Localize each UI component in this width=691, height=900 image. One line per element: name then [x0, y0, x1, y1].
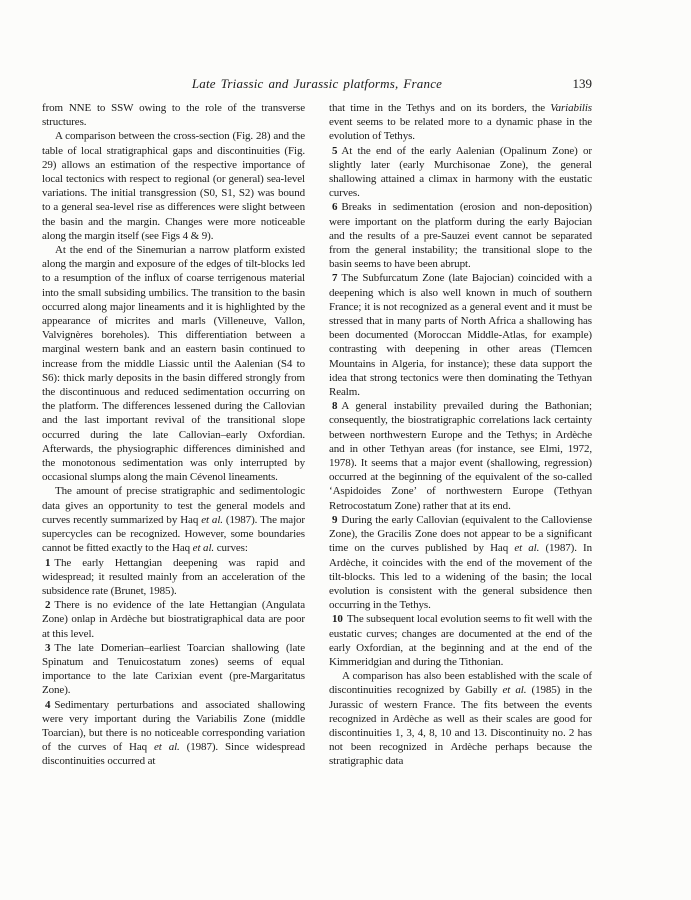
text-run: At the end of the early Aalenian (Opalinum Zone) or slightly later (early Murchisonae Zone), the general shallowing attained a climax in harmony with the eustatic curves. [329, 144, 592, 200]
paragraph [42, 484, 305, 555]
item-number: 1 [45, 556, 51, 569]
numbered-paragraph [42, 698, 305, 769]
text-run: (1987). The major supercycles can be recognized. However, some boundaries cannot be fitted exactly to the Haq [42, 513, 305, 555]
text-run: event seems to be related more to a dynamic phase in the evolution of Tethys. [329, 116, 592, 143]
text-column-right [329, 101, 592, 769]
text-run: (1987). In Ardèche, it coincides with the end of the movement of the tilt-blocks. This led to a widening of the basin; the local evolution is consistent with the general subsidence then occurring in the Tethys. [329, 542, 593, 612]
item-number: 3 [45, 641, 51, 654]
text-run: A comparison has also been established with the scale of discontinuities recognized by Gabilly [329, 670, 592, 697]
numbered-paragraph [42, 598, 305, 641]
running-head-title: Late Triassic and Jurassic platforms, France [191, 76, 443, 91]
text-run: The late Domerian–earliest Toarcian shallowing (late Spinatum and Tenuicostatum zones) seems of equal importance to the late Carixian event (pre-Margaritatus Zone). [42, 641, 305, 697]
text-run: Variabilis [550, 102, 592, 114]
text-run: At the end of the Sinemurian a narrow platform existed along the margin and exposure of the edges of tilt-blocks led to a resumption of the influx of coarse terrigenous material into the small subsiding umbilics. The transition to the basin occurred along major lineaments and it is highlighted by the appearance of micrites and marls (Villeneuve, Vallon, Valvignères boreholes). This differentiation between a marginal western bank and an eastern basin continued to increase from the middle Liassic until the Aalenian (S4 to S6): thick marly deposits in the basin differed strongly from the discontinuous and reduced sedimentation occurring on the platform. The differences lessened during the Callovian and the last important revival of the transitional slope occurred during the late Callovian–early Oxfordian. Afterwards, the physiographic differences diminished and the monotonous sedimentation was only interrupted by occasional slumps along the main Cévenol lineaments. [42, 244, 305, 484]
text-run: (1985) in the Jurassic of western France. The fits between the events recognized in Ardèche as well as their scales are good for discontinuities 1, 3, 4, 8, 10 and 13. Discontinuity no. 2 has not been recognized in Ardèche perhaps because the stratigraphic data [329, 684, 592, 768]
text-run: A comparison between the cross-section (Fig. 28) and the table of local stratigraphical gaps and discontinuities (Fig. 29) allows an estimation of the respective importance of local tectonics with respect to regional (or general) sea-level variations. The initial transgression (S0, S1, S2) was bound to a general sea-level rise as differences were slight between the basin and the margin. Changes were more noticeable along the margin itself (see Figs 4 & 9). [42, 130, 305, 242]
text-run: that time in the Tethys and on its borders, the [329, 102, 551, 114]
numbered-paragraph [329, 200, 592, 271]
running-head [42, 76, 592, 92]
numbered-paragraph [329, 513, 592, 612]
text-run: (1987). Since widespread discontinuities occurred at [42, 741, 306, 768]
text-run: The subsequent local evolution seems to fit well with the eustatic curves; changes are documented at the end of the early Oxfordian, at the beginning and at the end of the Kimmeridgian and during the Tithonian. [329, 613, 592, 668]
text-run: curves: [214, 542, 248, 555]
text-run: Sedimentary perturbations and associated shallowing were very important during the Variabilis Zone (middle Toarcian), but there is no noticeable corresponding variation of the curves of Haq [42, 698, 305, 754]
item-number: 2 [45, 599, 51, 612]
text-run: The Subfurcatum Zone (late Bajocian) coincided with a deepening which is also well known in much of southern France; it is not recognized as a general event and it must be stressed that in many parts of North Africa a shallowing has been documented (Moroccan Middle-Atlas, for example) contrasting with deepening in other areas (Tlemcen Mountains in Algeria, for instance); these data support the idea that strong tectonics were then dominating the Tethyan Realm. [329, 272, 592, 399]
item-number: 6 [332, 201, 338, 214]
paragraph [329, 101, 592, 144]
item-number: 5 [332, 144, 338, 157]
numbered-paragraph [42, 556, 305, 599]
text-run: et al. [154, 741, 180, 754]
text-run: et al. [502, 684, 527, 697]
text-run: et al. [514, 542, 540, 555]
paragraph [42, 243, 305, 484]
item-number: 10 [332, 613, 343, 626]
numbered-paragraph [329, 399, 592, 513]
numbered-paragraph [42, 641, 305, 698]
numbered-paragraph [329, 271, 592, 399]
text-run: et al. [201, 513, 223, 526]
paragraph [42, 129, 305, 243]
text-run: The amount of precise stratigraphic and sedimentologic data gives an opportunity to test the general models and curves recently summarized by Haq [42, 485, 305, 526]
item-number: 8 [332, 400, 338, 413]
text-run: The early Hettangian deepening was rapid and widespread; it resulted mainly from an acceleration of the subsidence rate (Brunet, 1985). [42, 556, 305, 597]
text-run: from NNE to SSW owing to the role of the transverse structures. [42, 102, 305, 129]
paragraph [42, 101, 305, 129]
text-run: Breaks in sedimentation (erosion and non-deposition) were important on the platform during the early Bajocian and the results of a pre-Sauzei event cannot be separated from the general instability; the transitional slope to the basin seems to have been abrupt. [329, 201, 592, 271]
item-number: 7 [332, 272, 338, 285]
text-run: During the early Callovian (equivalent to the Calloviense Zone), the Gracilis Zone does not appear to be a significant time on the curves published by Haq [329, 513, 592, 555]
page-number: 139 [572, 76, 592, 91]
paragraph [329, 669, 592, 768]
text-column-left [42, 101, 305, 769]
item-number: 4 [45, 698, 51, 711]
numbered-paragraph [329, 144, 592, 201]
text-run: A general instability prevailed during the Bathonian; consequently, the biostratigraphic correlations lack certainty between northwestern Europe and the Tethys; in Ardèche and in other Tethyan areas (for instance, see Elmi, 1972, 1978). It seems that a major event (shallowing, regression) occurred at the beginning of the equivalent of the so-called ‘Aspidoides Zone’ of northwestern Europe (Tethyan Retrocostatum Zone) rather that at its end. [329, 400, 592, 512]
numbered-paragraph [329, 612, 592, 669]
text-run: There is no evidence of the late Hettangian (Angulata Zone) onlap in Ardèche but biostratigraphical data are poor at this level. [42, 599, 305, 640]
item-number: 9 [332, 513, 338, 526]
text-run: et al. [192, 542, 215, 555]
